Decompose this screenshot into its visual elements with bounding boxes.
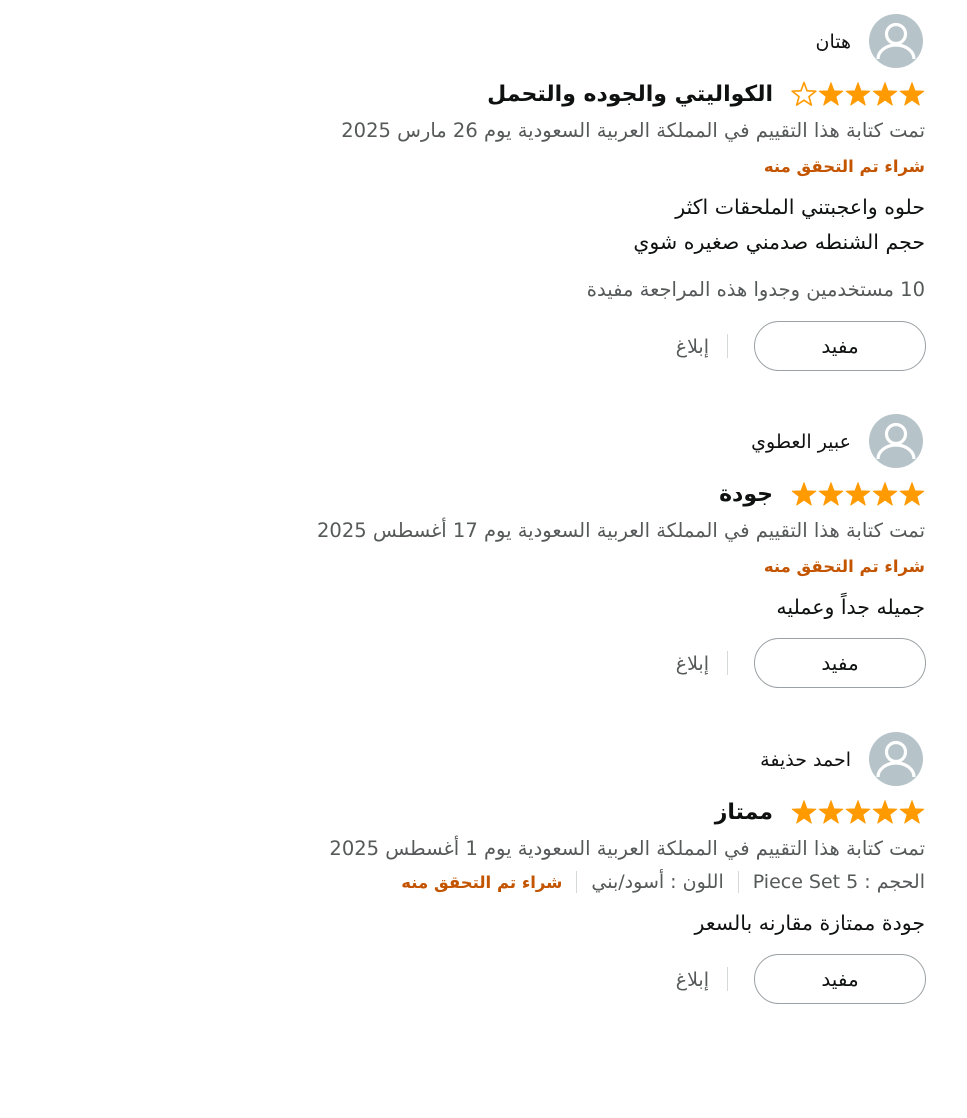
- review-body-line: جودة ممتازة مقارنه بالسعر: [694, 911, 925, 935]
- helpful-button[interactable]: مفيد: [754, 954, 926, 1004]
- helpful-button[interactable]: مفيد: [754, 321, 926, 371]
- size-variant[interactable]: الحجم : Piece Set 5: [752, 871, 925, 893]
- divider: [576, 871, 577, 893]
- review-title[interactable]: الكواليتي والجوده والتحمل: [487, 82, 773, 107]
- star-empty-icon: [792, 83, 816, 106]
- star-rating[interactable]: [789, 797, 925, 827]
- review-title[interactable]: ممتاز: [714, 800, 773, 825]
- star-filled-icon: [792, 483, 816, 506]
- verified-purchase-badge: شراء تم التحقق منه: [763, 157, 925, 176]
- avatar[interactable]: [869, 732, 923, 786]
- star-filled-icon: [846, 801, 870, 824]
- review-body-line: حلوه واعجبتني الملحقات اكثر: [675, 195, 925, 219]
- review-body-line: حجم الشنطه صدمني صغيره شوي: [633, 230, 925, 254]
- verified-purchase-badge: شراء تم التحقق منه: [401, 872, 563, 892]
- avatar[interactable]: [869, 414, 923, 468]
- review-card: [0, 0, 967, 400]
- star-filled-icon: [819, 483, 843, 506]
- star-filled-icon: [873, 801, 897, 824]
- star-rating[interactable]: [789, 479, 925, 509]
- star-filled-icon: [819, 801, 843, 824]
- review-body-line: جميله جداً وعمليه: [776, 595, 925, 619]
- report-link[interactable]: إبلاغ: [675, 336, 709, 358]
- reviewer-name[interactable]: هتان: [815, 31, 851, 53]
- reviewer-name[interactable]: عبير العطوي: [751, 431, 851, 453]
- star-filled-icon: [846, 483, 870, 506]
- review-date: تمت كتابة هذا التقييم في المملكة العربية السعودية يوم 17 أغسطس 2025: [317, 519, 925, 542]
- user-icon: [869, 732, 923, 786]
- divider: [738, 871, 739, 893]
- star-filled-icon: [873, 483, 897, 506]
- variant-meta-row: [401, 869, 925, 895]
- verified-purchase-badge: شراء تم التحقق منه: [763, 557, 925, 576]
- divider: [727, 967, 728, 991]
- user-icon: [869, 14, 923, 68]
- star-filled-icon: [846, 83, 870, 106]
- star-rating[interactable]: [789, 79, 925, 109]
- reviewer-name[interactable]: احمد حذيفة: [760, 749, 851, 771]
- star-filled-icon: [819, 83, 843, 106]
- divider: [727, 651, 728, 675]
- star-filled-icon: [900, 483, 924, 506]
- report-link[interactable]: إبلاغ: [675, 653, 709, 675]
- color-variant[interactable]: اللون : أسود/بني: [591, 871, 724, 893]
- star-filled-icon: [792, 801, 816, 824]
- review-title[interactable]: جودة: [719, 482, 773, 507]
- star-filled-icon: [873, 83, 897, 106]
- report-link[interactable]: إبلاغ: [675, 969, 709, 991]
- review-date: تمت كتابة هذا التقييم في المملكة العربية السعودية يوم 26 مارس 2025: [341, 119, 925, 142]
- divider: [727, 334, 728, 358]
- helpful-button[interactable]: مفيد: [754, 638, 926, 688]
- review-card: [0, 718, 967, 1118]
- star-filled-icon: [900, 801, 924, 824]
- user-icon: [869, 414, 923, 468]
- helpful-count: 10 مستخدمين وجدوا هذه المراجعة مفيدة: [586, 278, 925, 301]
- avatar[interactable]: [869, 14, 923, 68]
- star-filled-icon: [900, 83, 924, 106]
- review-date: تمت كتابة هذا التقييم في المملكة العربية السعودية يوم 1 أغسطس 2025: [329, 837, 925, 860]
